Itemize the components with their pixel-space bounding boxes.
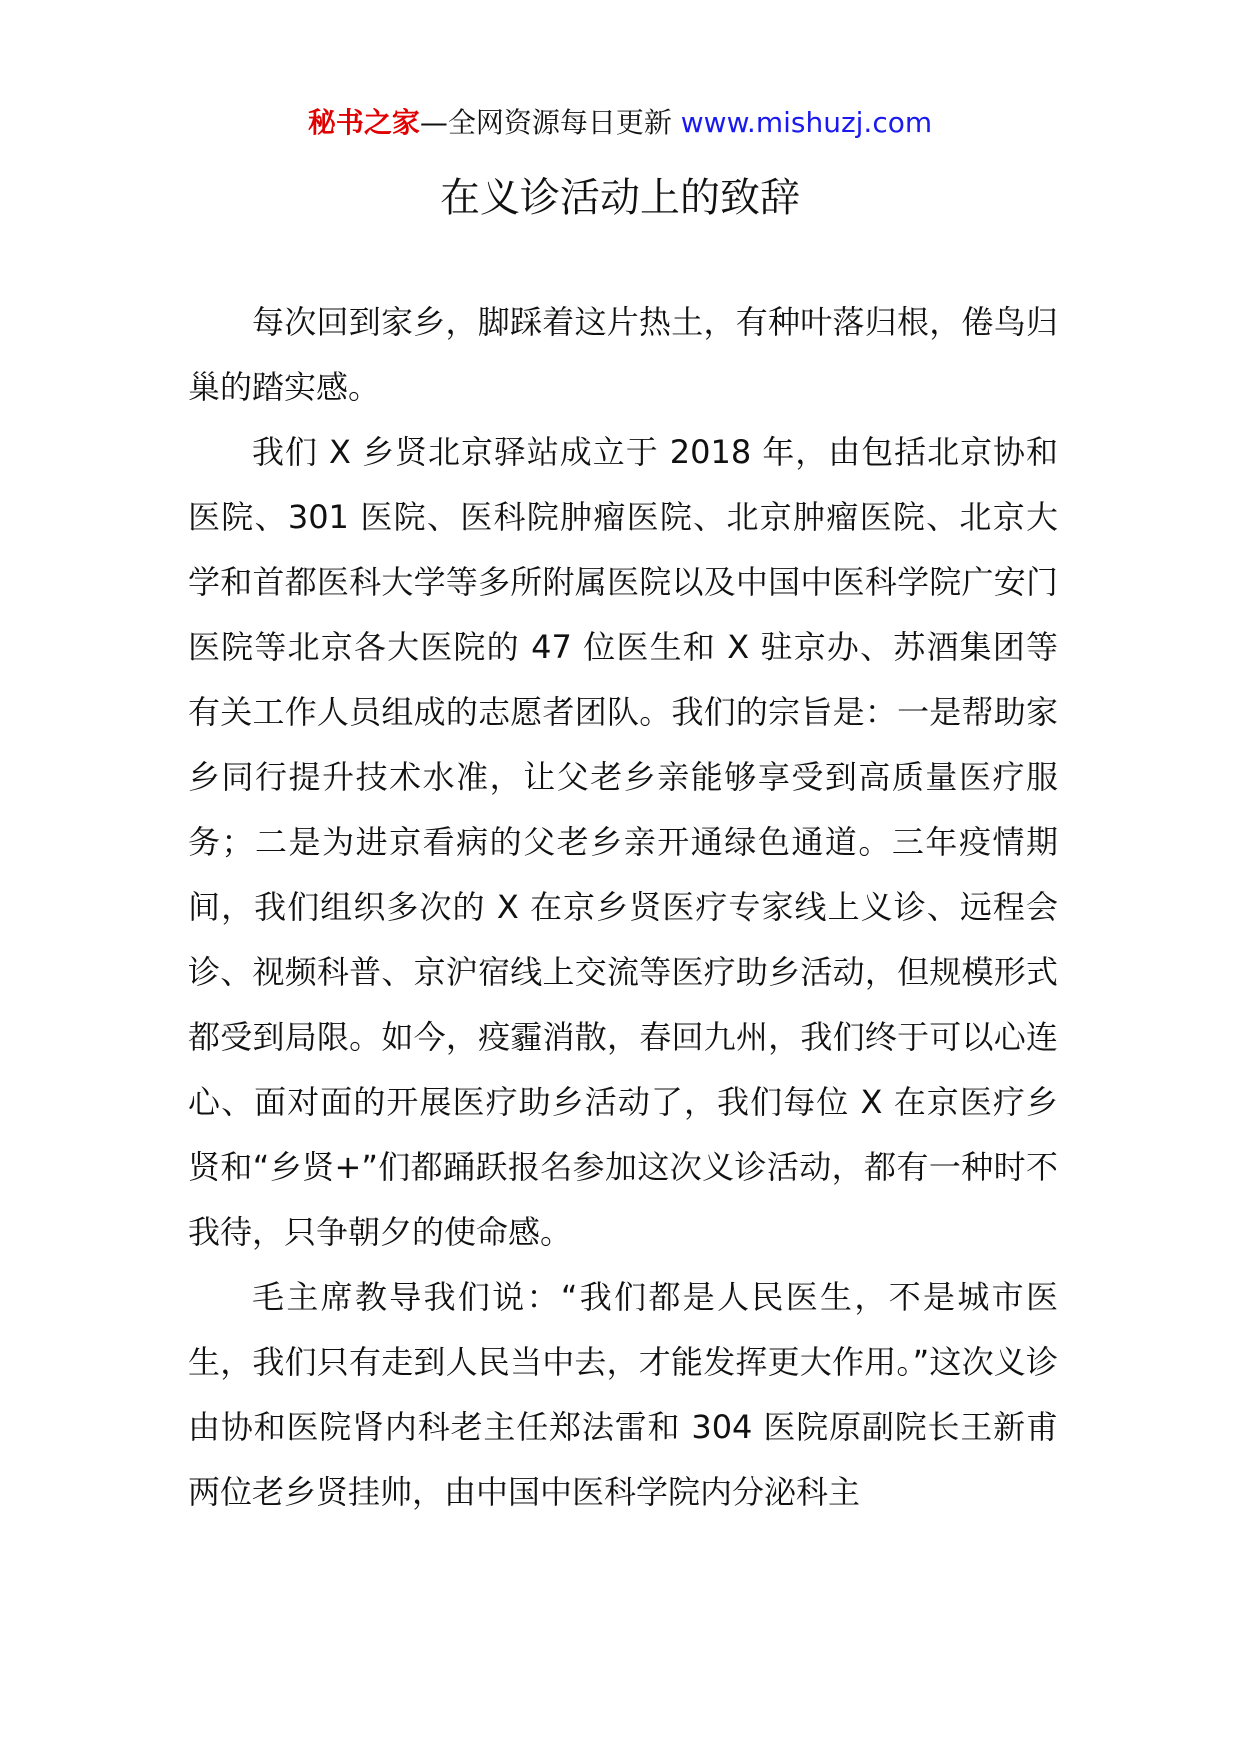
document-body bbox=[188, 290, 1058, 1525]
paragraph: 我们 X 乡贤北京驿站成立于 2018 年，由包括北京协和医院、301 医院、医科院肿瘤医院、北京肿瘤医院、北京大学和首都医科大学等多所附属医院以及中国中医科学院广安门医院等北京各大医院的 47 位医生和 X 驻京办、苏酒集团等有关工作人员组成的志愿者团队。我们的宗旨是：一是帮助家乡同行提升技术水准，让父老乡亲能够享受到高质量医疗服务；二是为进京看病的父老乡亲开通绿色通道。三年疫情期间，我们组织多次的 X 在京乡贤医疗专家线上义诊、远程会诊、视频科普、京沪宿线上交流等医疗助乡活动，但规模形式都受到局限。如今，疫霾消散，春回九州，我们终于可以心连心、面对面的开展医疗助乡活动了，我们每位 X 在京医疗乡贤和“乡贤+”们都踊跃报名参加这次义诊活动，都有一种时不我待，只争朝夕的使命感。 bbox=[188, 433, 1058, 1251]
site-brand: 秘书之家 bbox=[307, 106, 420, 139]
site-url-link[interactable]: www.mishuzj.com bbox=[680, 106, 933, 139]
site-tagline: —全网资源每日更新 bbox=[419, 106, 681, 139]
paragraph: 每次回到家乡，脚踩着这片热土，有种叶落归根，倦鸟归巢的踏实感。 bbox=[188, 303, 1058, 406]
site-header bbox=[0, 103, 1240, 143]
document-title: 在义诊活动上的致辞 bbox=[440, 175, 800, 221]
paragraph: 毛主席教导我们说：“我们都是人民医生，不是城市医生，我们只有走到人民当中去，才能发挥更大作用。”这次义诊由协和医院肾内科老主任郑法雷和 304 医院原副院长王新甫两位老乡贤挂帅，由中国中医科学院内分泌科主 bbox=[188, 1278, 1058, 1511]
